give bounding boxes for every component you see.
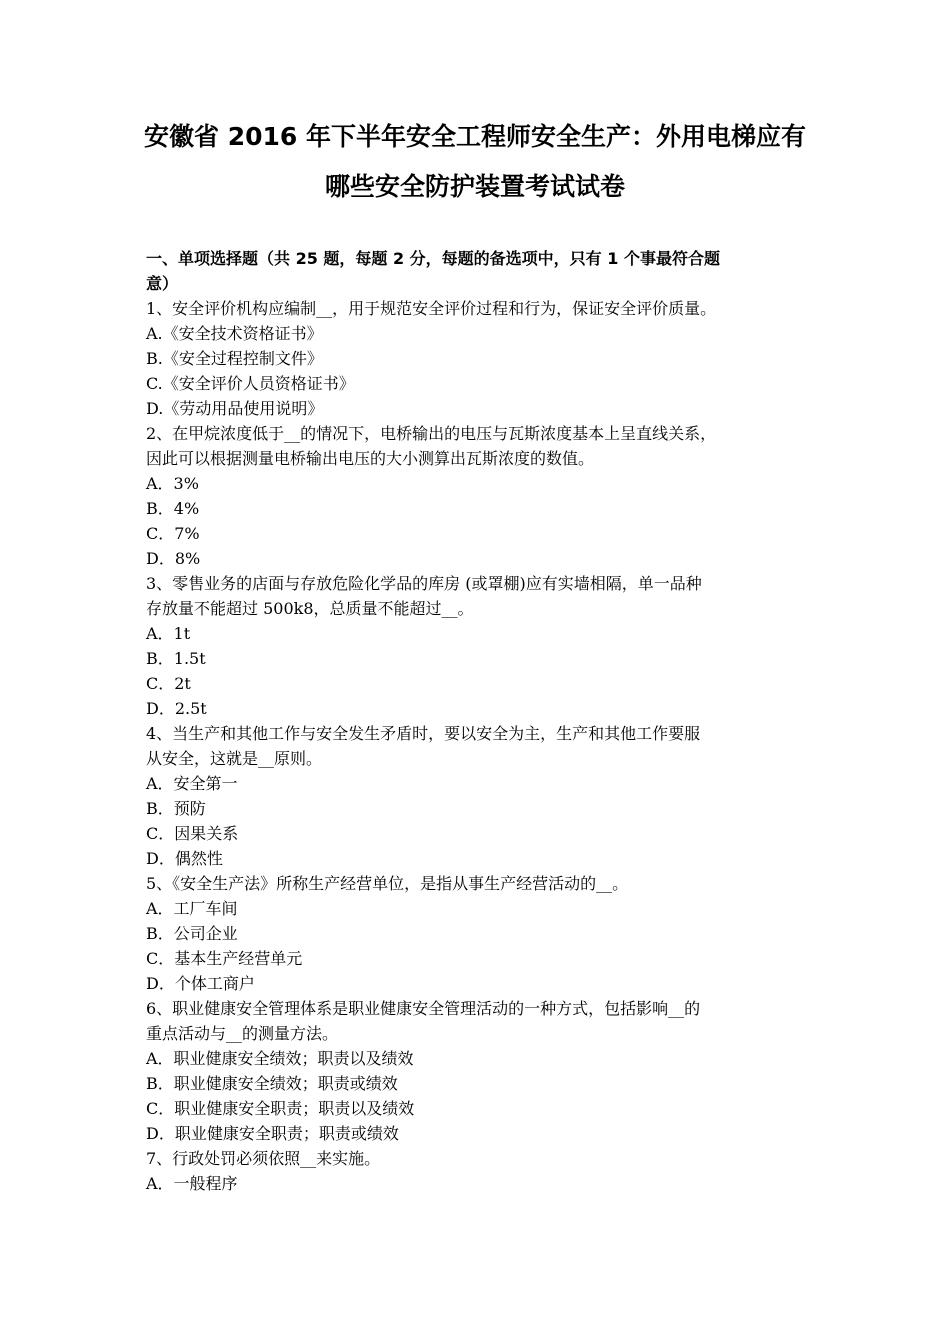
title-line-2: 哪些安全防护装置考试试卷 <box>324 172 625 201</box>
section-heading-line-1: 一、单项选择题（共 25 题，每题 2 分，每题的备选项中，只有 1 个事最符合题 <box>146 249 720 268</box>
question-7 <box>146 1146 811 1196</box>
option-c: C．2t <box>146 674 191 693</box>
option-a: A．1t <box>146 624 191 643</box>
option-b: B．职业健康安全绩效；职责或绩效 <box>146 1074 398 1093</box>
option-b: B．1.5t <box>146 649 206 668</box>
question-text-cont: 重点活动与__的测量方法。 <box>146 1024 339 1043</box>
question-4 <box>146 721 811 871</box>
option-a: A．3% <box>146 474 199 493</box>
option-c: C．7% <box>146 524 200 543</box>
question-list <box>146 296 811 1196</box>
question-text: 6、职业健康安全管理体系是职业健康安全管理活动的一种方式，包括影响__的 <box>146 999 701 1018</box>
option-c: C.《安全评价人员资格证书》 <box>146 374 355 393</box>
question-text: 2、在甲烷浓度低于__的情况下，电桥输出的电压与瓦斯浓度基本上呈直线关系， <box>146 424 717 443</box>
option-b: B．公司企业 <box>146 924 238 943</box>
option-c: C．基本生产经营单元 <box>146 949 303 968</box>
option-d: D．职业健康安全职责；职责或绩效 <box>146 1124 399 1143</box>
option-b: B．预防 <box>146 799 206 818</box>
question-text: 3、零售业务的店面与存放危险化学品的库房 (或罩棚)应有实墙相隔，单一品种 <box>146 574 702 593</box>
question-2 <box>146 421 811 571</box>
question-6 <box>146 996 811 1146</box>
question-text-cont: 存放量不能超过 500k8，总质量不能超过__。 <box>146 599 474 618</box>
option-a: A．职业健康安全绩效；职责以及绩效 <box>146 1049 414 1068</box>
title-line-1: 安徽省 2016 年下半年安全工程师安全生产：外用电梯应有 <box>144 122 806 151</box>
question-text-cont: 因此可以根据测量电桥输出电压的大小测算出瓦斯浓度的数值。 <box>146 449 595 468</box>
question-3 <box>146 571 811 721</box>
question-5 <box>146 871 811 996</box>
question-1 <box>146 296 811 421</box>
section-heading-line-2: 意） <box>146 274 179 293</box>
option-d: D.《劳动用品使用说明》 <box>146 399 324 418</box>
option-a: A．一般程序 <box>146 1174 238 1193</box>
question-text: 1、安全评价机构应编制__，用于规范安全评价过程和行为，保证安全评价质量。 <box>146 299 717 318</box>
document-title <box>100 112 850 212</box>
question-text: 5、《安全生产法》所称生产经营单位，是指从事生产经营活动的__。 <box>146 874 629 893</box>
option-b: B．4% <box>146 499 200 518</box>
section-heading <box>146 246 811 296</box>
option-d: D．偶然性 <box>146 849 223 868</box>
option-a: A．安全第一 <box>146 774 238 793</box>
option-a: A．工厂车间 <box>146 899 238 918</box>
option-b: B.《安全过程控制文件》 <box>146 349 323 368</box>
question-text: 7、行政处罚必须依照__来实施。 <box>146 1149 381 1168</box>
option-c: C．职业健康安全职责；职责以及绩效 <box>146 1099 415 1118</box>
option-d: D．个体工商户 <box>146 974 255 993</box>
option-d: D．8% <box>146 549 201 568</box>
option-d: D．2.5t <box>146 699 207 718</box>
question-text-cont: 从安全，这就是__原则。 <box>146 749 323 768</box>
question-text: 4、当生产和其他工作与安全发生矛盾时，要以安全为主，生产和其他工作要服 <box>146 724 701 743</box>
option-c: C．因果关系 <box>146 824 239 843</box>
option-a: A.《安全技术资格证书》 <box>146 324 323 343</box>
